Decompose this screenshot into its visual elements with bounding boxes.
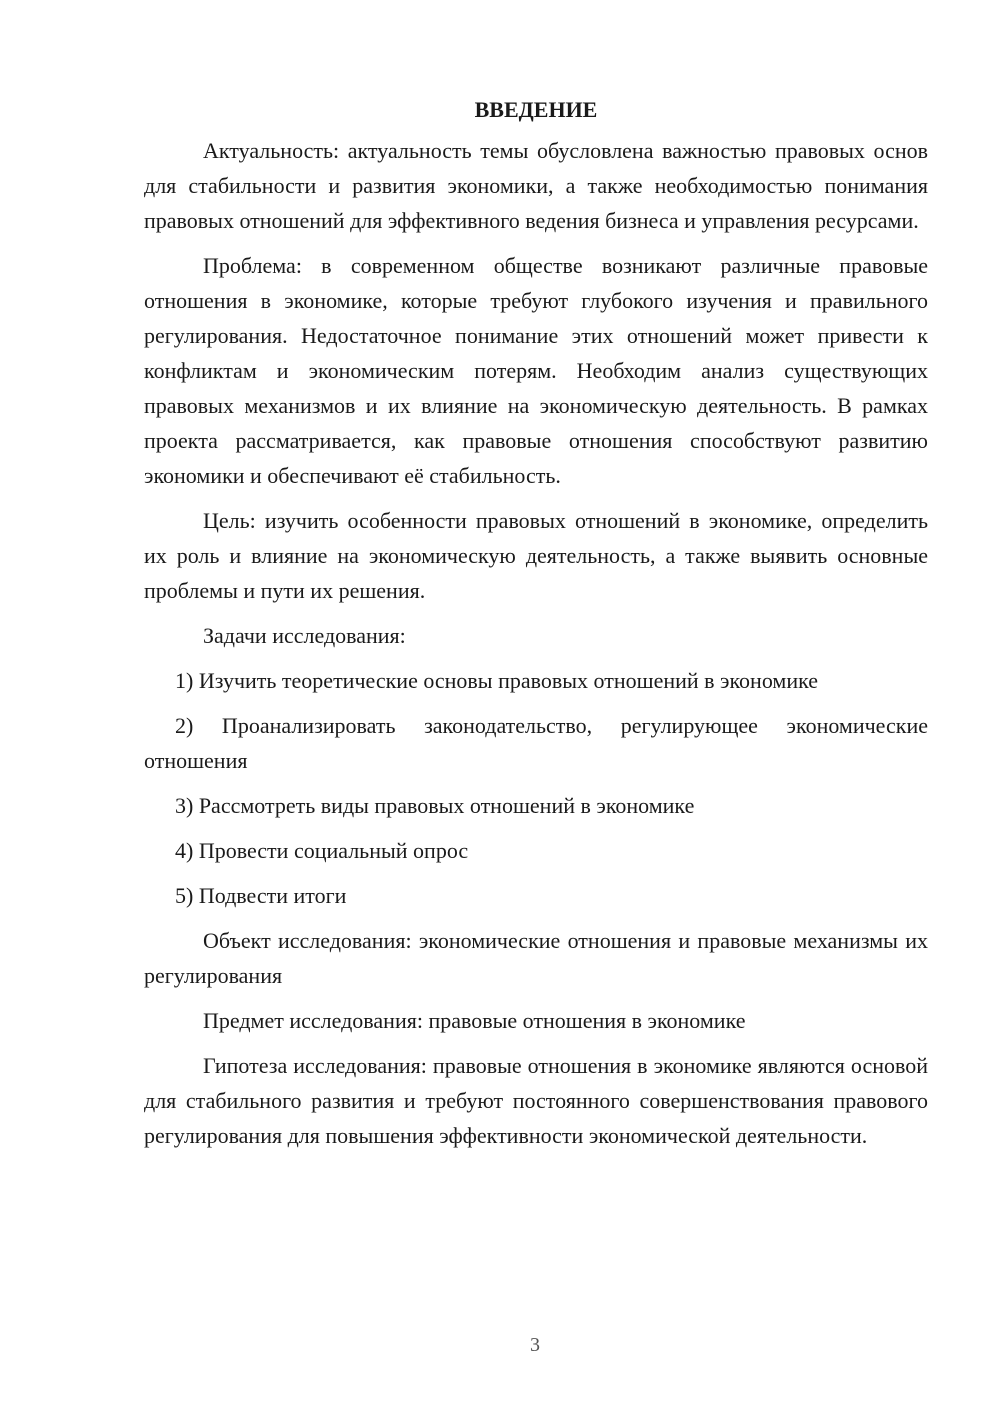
tasks-heading: Задачи исследования: xyxy=(203,623,406,648)
page-number: 3 xyxy=(530,1334,540,1356)
task-item-2: 2) Проанализировать законодательство, регулирующее экономические отношения xyxy=(144,713,928,773)
task-item-4: 4) Провести социальный опрос xyxy=(175,838,469,863)
paragraph-hypothesis: Гипотеза исследования: правовые отношения в экономике являются основой для стабильного развития и требуют постоянного совершенствования правового регулирования для повышения эффективности экономической деятельности. xyxy=(144,1053,928,1148)
task-item-5: 5) Подвести итоги xyxy=(175,883,347,908)
page-title: ВВЕДЕНИЕ xyxy=(474,97,598,122)
paragraph-problem: Проблема: в современном обществе возникают различные правовые отношения в экономике, которые требуют глубокого изучения и правильного регулирования. Недостаточное понимание этих отношений может привести к конфликтам и экономическим потерям. Необходим анализ существующих правовых механизмов и их влияние на экономическую деятельность. В рамках проекта рассматривается, как правовые отношения способствуют развитию экономики и обеспечивают её стабильность. xyxy=(144,253,928,488)
document-page xyxy=(144,92,928,1153)
task-item-1: 1) Изучить теоретические основы правовых отношений в экономике xyxy=(175,668,819,693)
paragraph-goal: Цель: изучить особенности правовых отношений в экономике, определить их роль и влияние на экономическую деятельность, а также выявить основные проблемы и пути их решения. xyxy=(144,508,928,603)
paragraph-subject: Предмет исследования: правовые отношения в экономике xyxy=(203,1008,746,1033)
paragraph-relevance: Актуальность: актуальность темы обусловлена важностью правовых основ для стабильности и развития экономики, а также необходимостью понимания правовых отношений для эффективного ведения бизнеса и управления ресурсами. xyxy=(144,138,928,233)
task-item-3: 3) Рассмотреть виды правовых отношений в экономике xyxy=(175,793,695,818)
paragraph-object: Объект исследования: экономические отношения и правовые механизмы их регулирования xyxy=(144,928,928,988)
